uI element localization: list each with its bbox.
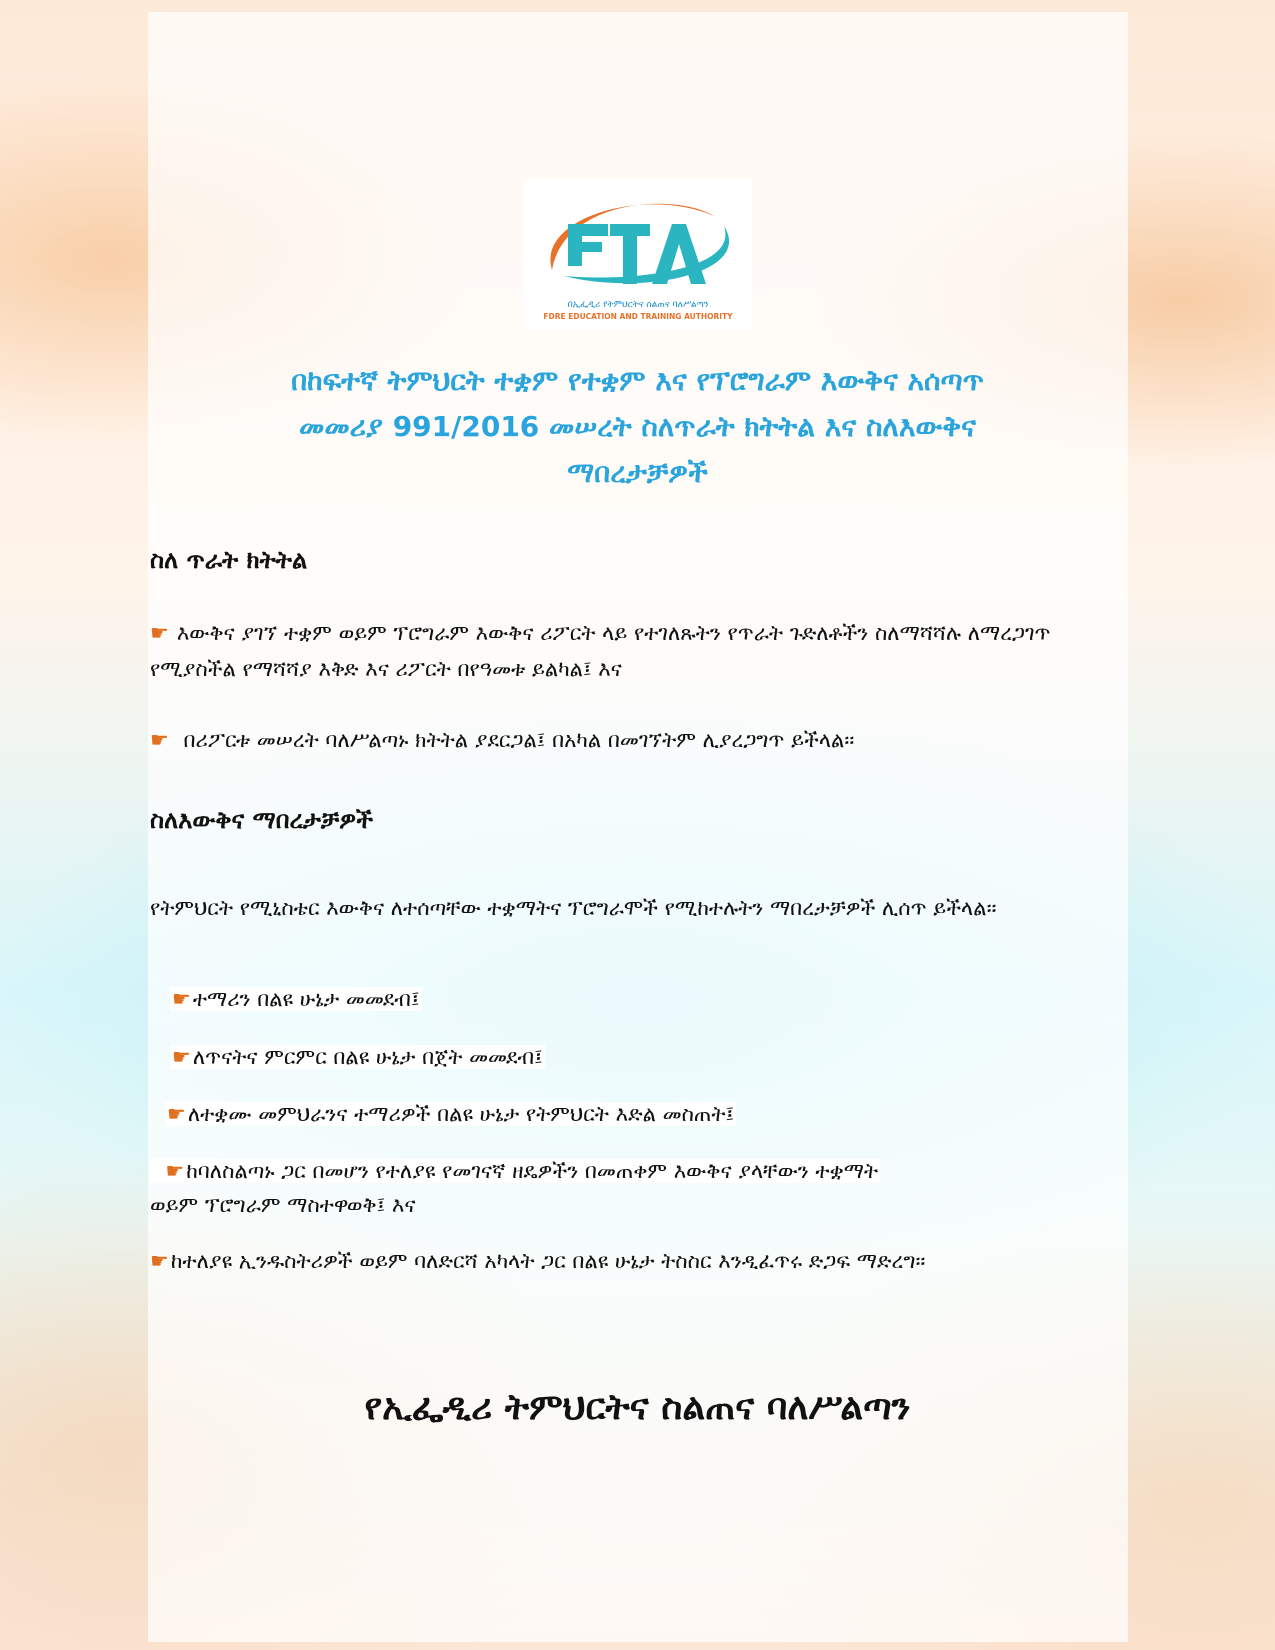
section-heading-quality-monitoring: ስለ ጥራት ክትትል: [150, 545, 308, 574]
eta-logo-graphic: [524, 178, 752, 330]
incentive-item-2: [170, 1040, 545, 1074]
quality-bullet-1: [150, 615, 1110, 687]
incentive-item-4-continuation: ወይም ፕሮግራም ማስተዋወቅ፤ እና: [150, 1193, 416, 1217]
quality-bullet-2-text: በሪፖርቱ መሠረት ባለሥልጣኑ ክትትል ያደርጋል፤ በአካል በመገኘትም ሊያረጋግጥ ይችላል፡፡: [176, 728, 855, 752]
title-line-1: በከፍተኛ ትምህርት ተቋም የተቋም እና የፕሮግራም እውቅና አሰጣጥ: [291, 364, 984, 397]
incentives-intro: የትምህርት የሚኒስቴር እውቅና ለተሰጣቸው ተቋማትና ፕሮግራሞች የሚከተሉትን ማበረታቻዎች ሊሰጥ ይችላል፡፡: [150, 896, 997, 920]
incentive-item-1-text: ተማሪን በልዩ ሁኔታ መመደብ፤: [192, 987, 420, 1011]
pointing-hand-icon: ☛: [150, 728, 169, 752]
section-heading-incentives: ስለእውቅና ማበረታቻዎች: [150, 805, 374, 834]
incentive-item-2-text: ለጥናትና ምርምር በልዩ ሁኔታ በጀት መመደብ፤: [192, 1045, 543, 1069]
quality-bullet-1-text: እውቅና ያገኘ ተቋም ወይም ፕሮግራም እውቅና ሪፖርት ላይ የተገለጹትን የጥራት ጉድለቶችን ስለማሻሻሉ ለማረጋገጥ የሚያስችል የማሻሻያ እቅድ እና ሪፖርት በየዓመቱ ይልካል፤ እና: [150, 621, 1051, 681]
pointing-hand-icon: ☛: [172, 987, 191, 1011]
title-line-3: ማበረታቻዎች: [567, 456, 708, 489]
title-line-2-part-b: መሠረት ስለጥራት ክትትል እና ስለእውቅና: [549, 410, 976, 443]
pointing-hand-icon: ☛: [172, 1045, 191, 1069]
title-directive-number: 991/2016: [392, 410, 540, 443]
pointing-hand-icon: ☛: [165, 1159, 185, 1183]
incentive-item-4-text: ከባለስልጣኑ ጋር በመሆን የተለያዩ የመገናኛ ዘዴዎችን በመጠቀም እውቅና ያላቸውን ተቋማት: [186, 1159, 879, 1183]
eta-logo: [524, 178, 752, 330]
logo-letter-t: [610, 224, 650, 284]
pointing-hand-icon: ☛: [167, 1102, 186, 1126]
document-title: [170, 358, 1105, 496]
quality-bullet-2: [150, 722, 1110, 758]
incentive-item-3-text: ለተቋሙ መምህራንና ተማሪዎች በልዩ ሁኔታ የትምህርት እድል መስጠት፤: [187, 1102, 735, 1126]
incentive-item-3: [165, 1097, 736, 1131]
logo-caption-english: FDRE EDUCATION AND TRAINING AUTHORITY: [543, 312, 733, 321]
pointing-hand-icon: ☛: [150, 621, 169, 645]
incentive-item-1: [170, 982, 422, 1016]
title-line-2: [170, 404, 1105, 450]
footer-authority-name: የኢፌዲሪ ትምህርትና ስልጠና ባለሥልጣን: [364, 1386, 911, 1428]
title-line-2-part-a: መመሪያ: [299, 410, 383, 443]
incentive-item-4: [150, 1154, 1130, 1222]
logo-letter-e: [568, 224, 608, 266]
pointing-hand-icon: ☛: [150, 1249, 169, 1273]
incentive-item-5: [150, 1244, 1130, 1278]
logo-caption-amharic: በኢፌዲሪ የትምህርትና ስልጠና ባለሥልጣን: [567, 300, 709, 310]
incentive-item-5-text: ከተለያዩ ኢንዱስትሪዎች ወይም ባለድርሻ አካላት ጋር በልዩ ሁኔታ ትስስር እንዲፈጥሩ ድጋፍ ማድረግ፡፡: [170, 1249, 926, 1273]
